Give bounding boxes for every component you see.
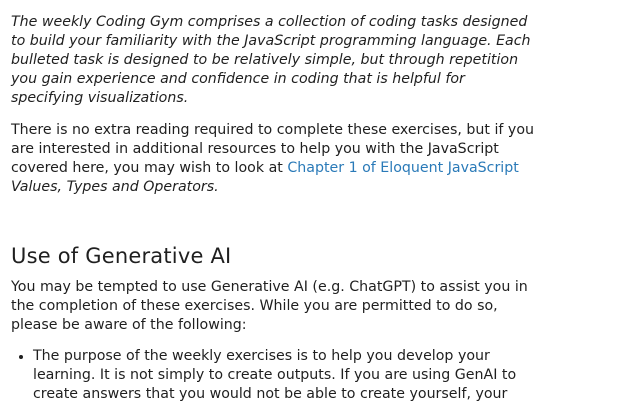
intro-paragraph: The weekly Coding Gym comprises a collection of coding tasks designed to build your familiarity with the JavaScript programming language. Each bulleted task is designed to be relatively simple, but through repetition you gain experience and confidence in coding that is helpful for specifying visualizations. [11,14,531,106]
eloquent-javascript-link[interactable]: Chapter 1 of Eloquent JavaScript [287,160,519,176]
main-content [11,0,536,404]
genai-heading: Use of Generative AI [11,244,232,268]
reading-paragraph [11,121,536,197]
genai-intro-paragraph: You may be tempted to use Generative AI (e.g. ChatGPT) to assist you in the completion of these exercises. While you are permitted to do so, please be aware of the following: [11,279,528,333]
genai-bullet-list [11,347,536,404]
chapter-title: Values, Types and Operators [11,179,215,195]
list-item: • The purpose of the weekly exercises is to help you develop your learning. It is not simply to create outputs. If you are using GenAI to create answers that you would not be able to create yourself, your [33,347,536,404]
reading-text: There is no extra reading required to complete these exercises, but if you are interested in additional resources to help you with the JavaScript covered here, you may wish to look at [11,122,534,176]
reading-end: . [214,179,219,195]
